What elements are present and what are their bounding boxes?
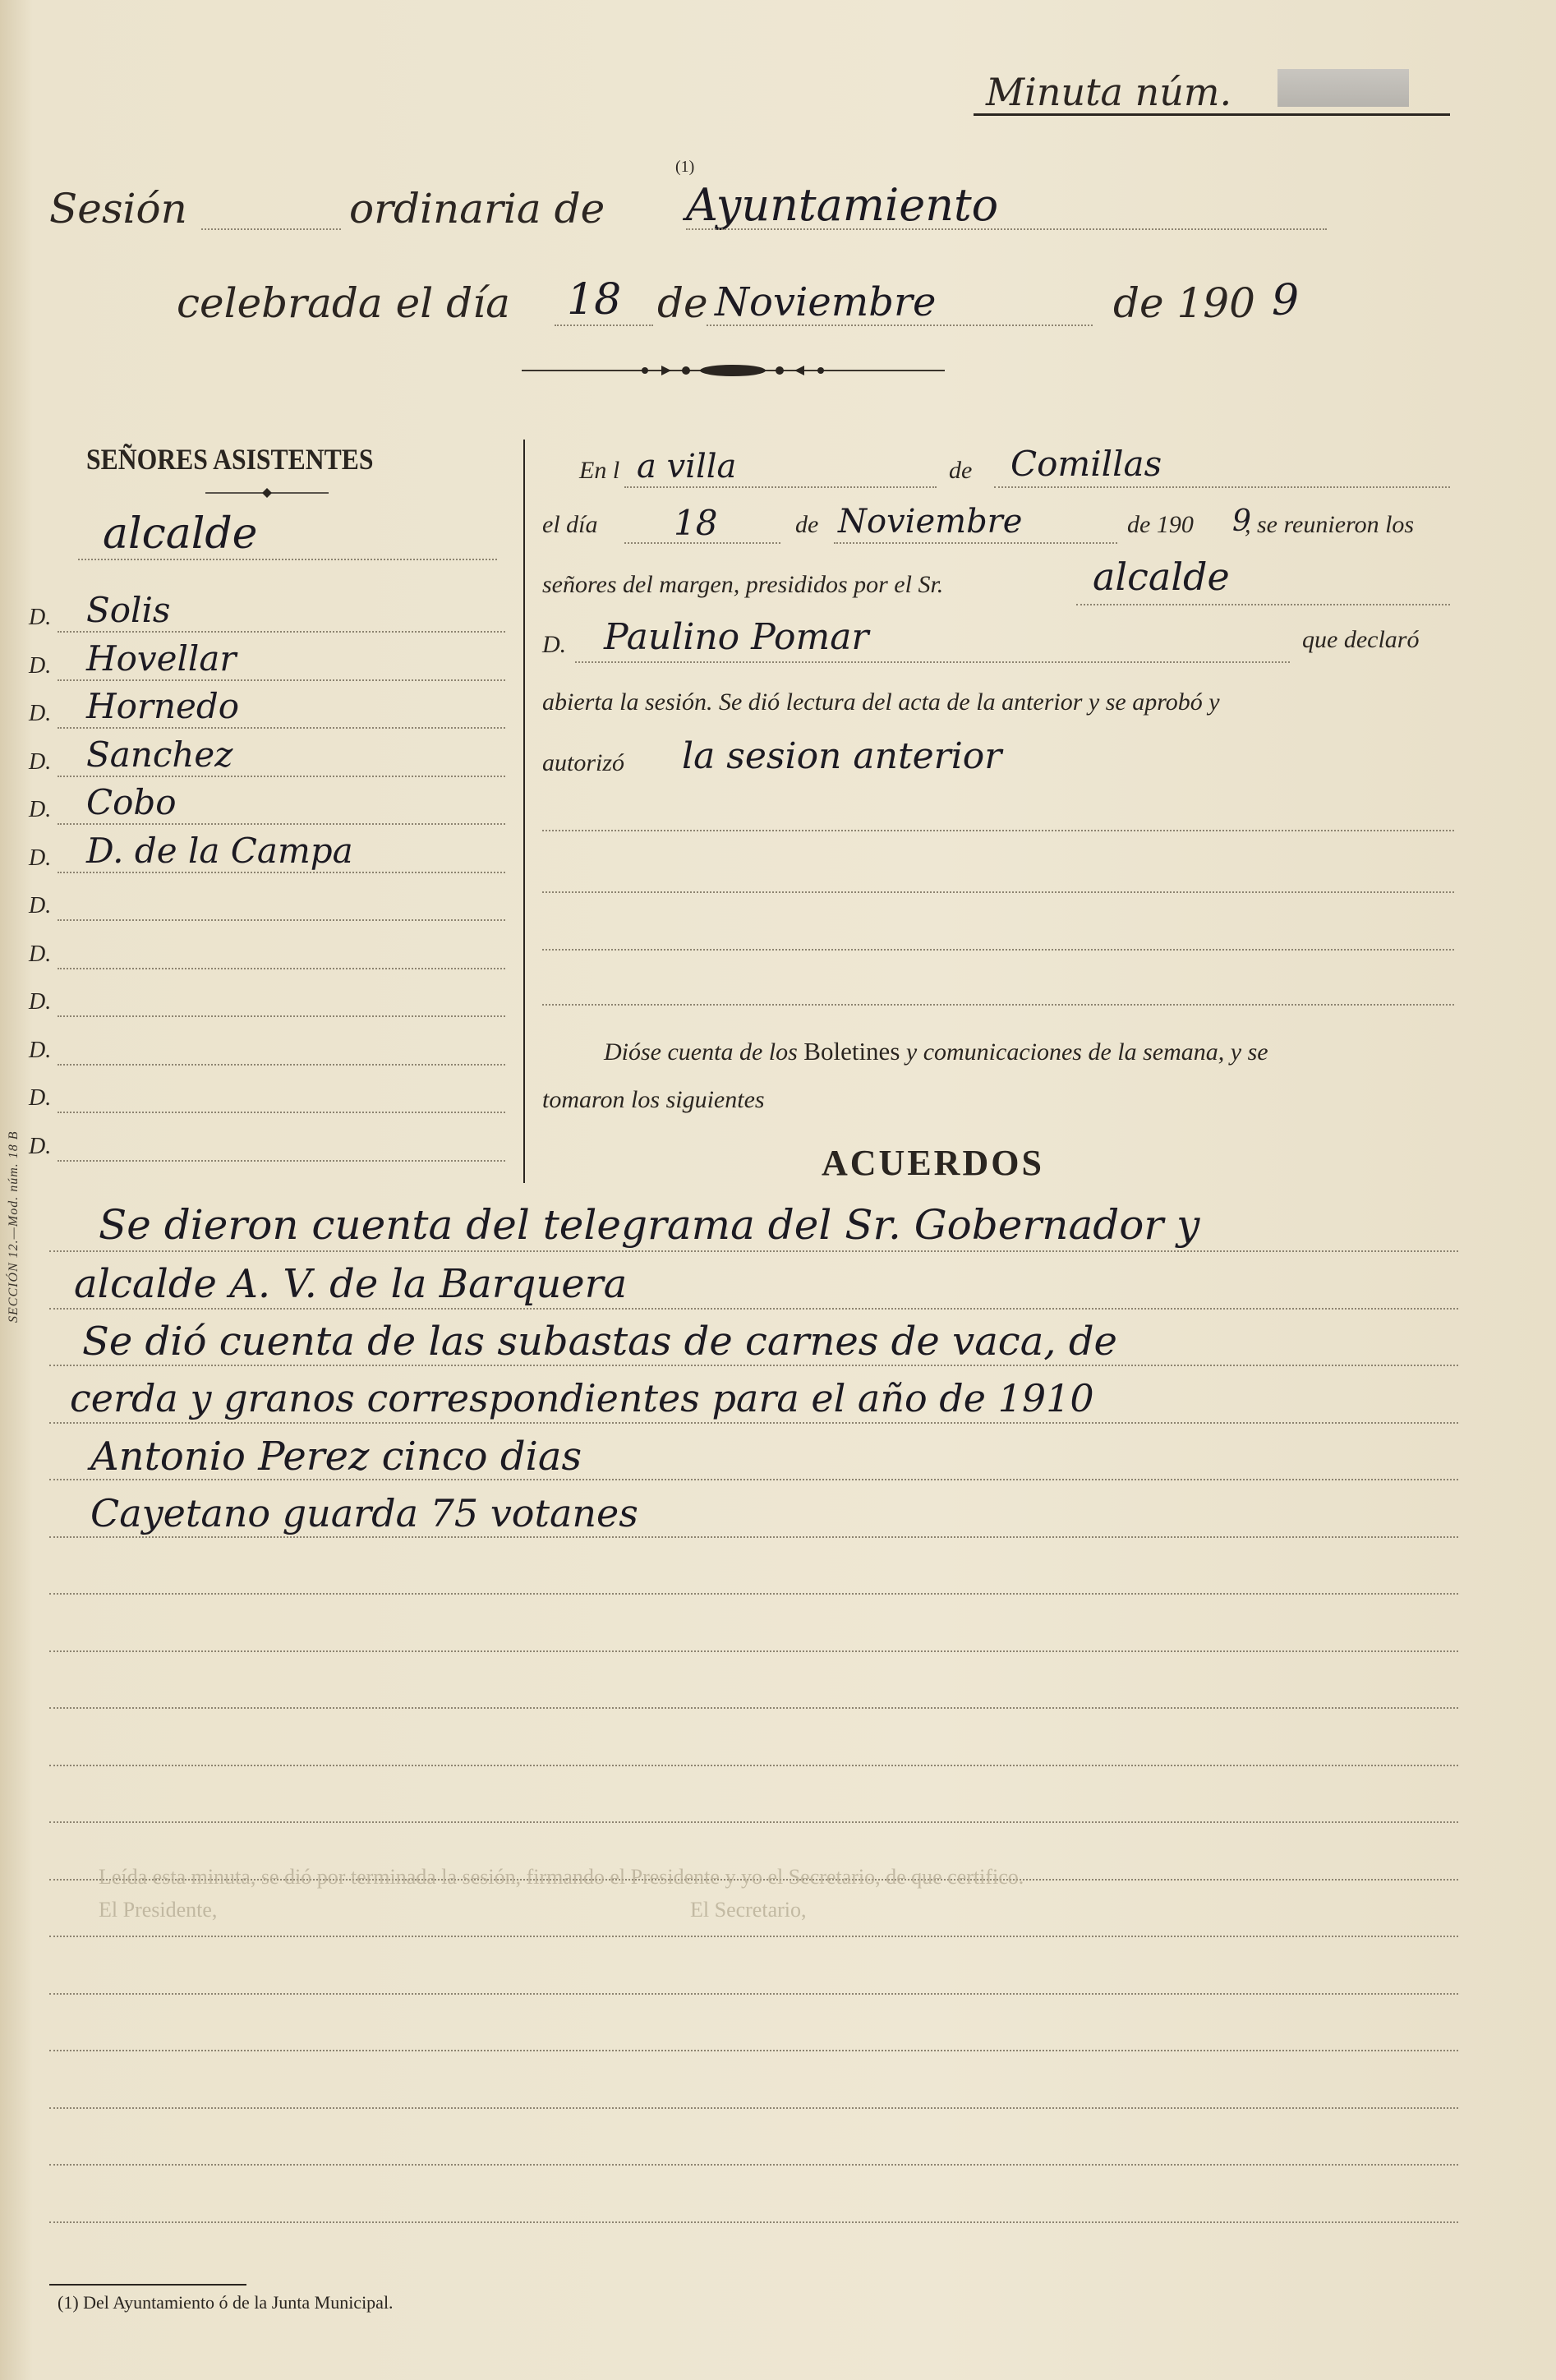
title-de: de bbox=[657, 279, 708, 327]
acuerdos-rule bbox=[49, 2164, 1458, 2166]
minutes-rule bbox=[542, 1004, 1454, 1006]
attendee-rule bbox=[58, 872, 505, 873]
acuerdos-rule bbox=[49, 1593, 1458, 1595]
acuerdos-rule bbox=[49, 2050, 1458, 2051]
minutes-rule bbox=[542, 949, 1454, 951]
attendees-heading-ornament bbox=[205, 486, 329, 499]
acuerdos-rule bbox=[49, 1707, 1458, 1709]
attendee-rule bbox=[58, 1064, 505, 1066]
minutes-rule bbox=[542, 830, 1454, 831]
acuerdos-rule bbox=[49, 1993, 1458, 1995]
acuerdos-rule bbox=[49, 1422, 1458, 1424]
attendee-d-prefix: D. bbox=[29, 652, 52, 679]
minuta-label: Minuta núm. bbox=[986, 70, 1232, 114]
minutes-senores-line: señores del margen, presididos por el Sr. bbox=[542, 571, 944, 598]
attendee-d-prefix: D. bbox=[29, 941, 52, 967]
acuerdo-hw-line: alcalde A. V. de la Barquera bbox=[74, 1261, 628, 1307]
attendee-d-prefix: D. bbox=[29, 797, 52, 822]
acuerdos-rule bbox=[49, 1536, 1458, 1538]
minuta-underline bbox=[974, 113, 1450, 116]
month-rule bbox=[834, 542, 1117, 544]
attendee-rule bbox=[58, 727, 505, 729]
minutes-de: de bbox=[949, 457, 973, 484]
attendee-name-hw: Hovellar bbox=[86, 638, 237, 679]
minutes-que-declaro: que declaró bbox=[1302, 626, 1420, 653]
attendee-rule bbox=[58, 776, 505, 777]
president-name-rule bbox=[575, 661, 1290, 663]
attendee-name-hw: Sanchez bbox=[86, 734, 233, 775]
title-rule-1 bbox=[201, 228, 341, 230]
attendee-d-prefix: D. bbox=[29, 605, 52, 630]
acuerdos-rule bbox=[49, 1308, 1458, 1310]
acuerdo-hw-line: Se dieron cuenta del telegrama del Sr. Gobernador y bbox=[99, 1201, 1200, 1249]
boletines-word: Boletines bbox=[803, 1037, 900, 1066]
acuerdos-rule bbox=[49, 1765, 1458, 1766]
attendee-name-hw: Cobo bbox=[86, 782, 177, 822]
attendee-d-prefix: D. bbox=[29, 748, 52, 775]
minutes-rule bbox=[542, 891, 1454, 893]
hw-minutes-year-digit: 9 bbox=[1232, 504, 1251, 538]
hw-title-year-digit: 9 bbox=[1272, 276, 1300, 325]
attendee-d-prefix: D. bbox=[29, 989, 52, 1015]
form-code-spine: SECCIÓN 12.—Mod. núm. 18 B bbox=[7, 1130, 21, 1323]
hw-autorizo: la sesion anterior bbox=[682, 735, 1002, 777]
attendee-name-hw: Hornedo bbox=[86, 686, 240, 726]
title-rule-3 bbox=[555, 325, 653, 326]
footnote-rule bbox=[49, 2284, 246, 2286]
attendees-heading: SEÑORES ASISTENTES bbox=[86, 443, 374, 476]
town-rule bbox=[994, 486, 1450, 488]
acuerdos-rule bbox=[49, 1821, 1458, 1823]
minutes-autorizo: autorizó bbox=[542, 749, 625, 776]
title-rule-2 bbox=[686, 228, 1327, 230]
hw-presided-by: alcalde bbox=[1093, 555, 1230, 599]
hw-place-type: a villa bbox=[637, 448, 737, 486]
title-year: de 190 bbox=[1113, 279, 1255, 327]
hw-title-day: 18 bbox=[567, 275, 622, 325]
attendee-rule bbox=[58, 631, 505, 633]
attendee-name-hw: Solis bbox=[86, 590, 171, 630]
title-rule-4 bbox=[707, 325, 1093, 326]
presided-rule bbox=[1076, 604, 1450, 605]
minutes-en-la: En l bbox=[579, 457, 620, 484]
president-rule bbox=[78, 559, 497, 560]
minutes-tomaron: tomaron los siguientes bbox=[542, 1086, 765, 1113]
title-ordinaria-de: ordinaria de bbox=[349, 185, 605, 232]
minutes-reunieron: , se reunieron los bbox=[1245, 511, 1415, 538]
attendee-d-prefix: D. bbox=[29, 701, 52, 726]
attendee-rule bbox=[58, 968, 505, 969]
hw-minutes-day: 18 bbox=[674, 503, 718, 543]
attendee-rule bbox=[58, 1160, 505, 1162]
acuerdos-rule bbox=[49, 1936, 1458, 1937]
attendee-rule bbox=[58, 919, 505, 921]
minutes-de-2: de bbox=[795, 511, 819, 538]
attendee-rule bbox=[58, 823, 505, 825]
attendee-name-hw: D. de la Campa bbox=[86, 830, 353, 871]
closing-presidente: El Presidente, bbox=[99, 1898, 218, 1922]
hw-town: Comillas bbox=[1010, 444, 1162, 484]
attendee-rule bbox=[58, 1015, 505, 1017]
closing-text: Leída esta minuta, se dió por terminada la sesión, firmando el Presidente y yo el Secretario, de que certifico. bbox=[99, 1865, 1024, 1889]
hw-title-month: Noviembre bbox=[715, 279, 937, 325]
diose-text-2: y comunicaciones de la semana, y se bbox=[905, 1038, 1268, 1066]
acuerdo-hw-line: Se dió cuenta de las subastas de carnes de vaca, de bbox=[82, 1319, 1117, 1365]
acuerdos-rule bbox=[49, 2107, 1458, 2109]
acuerdo-hw-line: Antonio Perez cinco dias bbox=[90, 1434, 582, 1480]
place-rule bbox=[624, 486, 937, 488]
hw-president-name: Paulino Pomar bbox=[604, 616, 869, 658]
hw-minutes-month: Noviembre bbox=[838, 503, 1023, 541]
title-celebrada: celebrada el día bbox=[177, 279, 510, 327]
attendee-rule bbox=[58, 679, 505, 681]
acuerdos-rule bbox=[49, 1650, 1458, 1652]
acuerdos-rule bbox=[49, 1250, 1458, 1252]
column-divider bbox=[523, 440, 525, 1183]
acuerdos-heading: ACUERDOS bbox=[822, 1143, 1044, 1183]
footnote-mark: (1) bbox=[675, 158, 695, 176]
acuerdo-hw-line: cerda y granos correspondientes para el año de 1910 bbox=[70, 1376, 1094, 1420]
minuta-number-box bbox=[1277, 69, 1409, 107]
minutes-diose bbox=[604, 1037, 1268, 1066]
acuerdos-rule bbox=[49, 2221, 1458, 2223]
attendee-d-prefix: D. bbox=[29, 845, 52, 871]
attendee-d-prefix: D. bbox=[29, 893, 52, 918]
ornament-divider bbox=[522, 360, 945, 381]
acuerdo-hw-line: Cayetano guarda 75 votanes bbox=[90, 1491, 638, 1535]
footnote-text: (1) Del Ayuntamiento ó de la Junta Municipal. bbox=[58, 2292, 394, 2313]
hw-president-title: alcalde bbox=[103, 509, 258, 559]
attendee-rule bbox=[58, 1112, 505, 1113]
acuerdos-rule bbox=[49, 1365, 1458, 1366]
title-sesion: Sesión bbox=[49, 185, 187, 232]
minutes-el-dia: el día bbox=[542, 511, 598, 538]
hw-body-name: Ayuntamiento bbox=[686, 179, 999, 231]
minutes-d-prefix: D. bbox=[542, 631, 567, 658]
attendee-d-prefix: D. bbox=[29, 1085, 52, 1111]
diose-text-1: Dióse cuenta de los bbox=[604, 1038, 798, 1066]
minutes-year: de 190 bbox=[1127, 511, 1194, 538]
minutes-abierta: abierta la sesión. Se dió lectura del acta de la anterior y se aprobó y bbox=[542, 688, 1220, 716]
day-rule bbox=[624, 542, 780, 544]
attendee-d-prefix: D. bbox=[29, 1133, 52, 1159]
closing-secretario: El Secretario, bbox=[690, 1898, 807, 1922]
attendee-d-prefix: D. bbox=[29, 1037, 52, 1063]
